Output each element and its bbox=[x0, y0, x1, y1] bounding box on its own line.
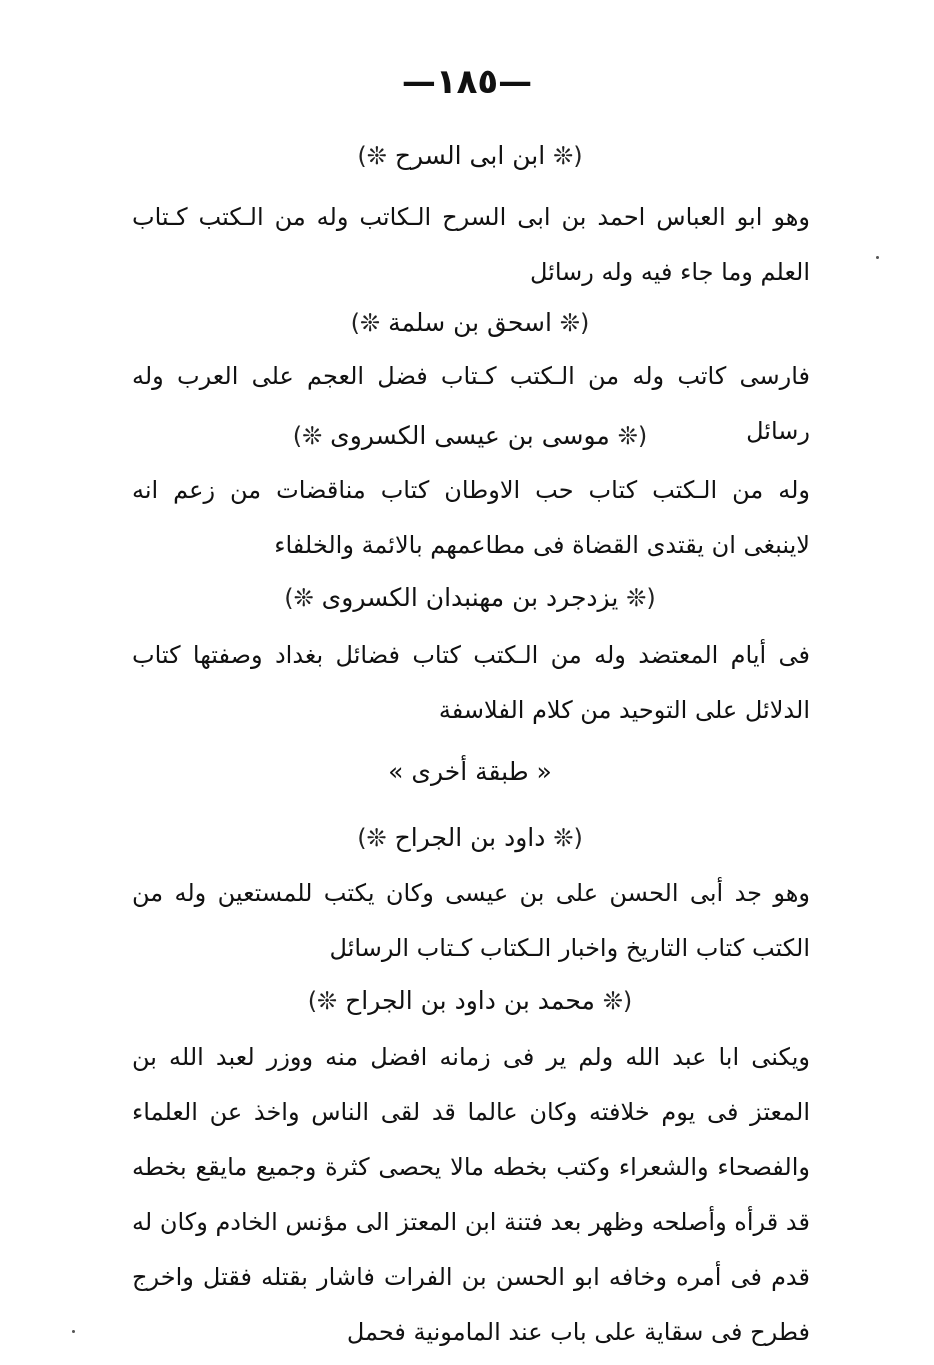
ornament-icon: ❊) bbox=[284, 584, 314, 612]
ornament-icon: ❊) bbox=[307, 987, 338, 1015]
section-heading bbox=[130, 818, 810, 862]
heading-text: يزدجرد بن مهنبدان الكسروى bbox=[321, 583, 619, 612]
ornament-icon: ❊) bbox=[357, 142, 387, 170]
ornament-icon: (❊ bbox=[617, 422, 648, 450]
section-body: وهو جد أبى الحسن على بن عيسى وكان يكتب للمستعين وله من الكتب كتاب التاريخ واخبار الـكتاب كـتاب الرسائل bbox=[132, 879, 810, 962]
scan-speck bbox=[876, 256, 879, 259]
section-heading bbox=[130, 578, 810, 622]
section-heading bbox=[130, 136, 810, 180]
section-heading bbox=[130, 981, 810, 1025]
section-heading bbox=[130, 416, 810, 460]
heading-text: اسحق بن سلمة bbox=[388, 308, 552, 337]
ornament-icon: (❊ bbox=[553, 824, 583, 852]
heading-text: محمد بن داود بن الجراح bbox=[345, 986, 595, 1015]
section-body: وله من الـكتب كتاب حب الاوطان كتاب مناقضات من زعم انه لاينبغى ان يقتدى القضاة فى مطاعمهم بالائمة والخلفاء bbox=[132, 476, 810, 559]
section-body: فى أيام المعتضد وله من الـكتب كتاب فضائل بغداد وصفتها كتاب الدلائل على التوحيد من كلام الفلاسفة bbox=[132, 641, 810, 724]
scan-speck bbox=[72, 1330, 75, 1333]
ornament-icon: ❊) bbox=[292, 422, 323, 450]
ornament-icon: (❊ bbox=[559, 309, 590, 337]
ornament-icon: ❊) bbox=[350, 309, 381, 337]
section-body: فارسى كاتب وله من الـكتب كـتاب فضل العجم على العرب وله رسائل bbox=[132, 362, 810, 445]
heading-text: موسى بن عيسى الكسروى bbox=[330, 421, 610, 450]
heading-text: داود بن الجراح bbox=[394, 823, 546, 852]
section-body: وهو ابو العباس احمد بن ابى السرح الـكاتب وله من الـكتب كـتاب العلم وما جاء فيه وله رسائل bbox=[132, 203, 810, 286]
ornament-icon: ❊) bbox=[357, 824, 387, 852]
ornament-icon: (❊ bbox=[602, 987, 633, 1015]
section-divider: « طبقة أخرى » bbox=[388, 757, 552, 786]
page-number: —١٨٥— bbox=[401, 62, 533, 102]
ornament-icon: (❊ bbox=[553, 142, 583, 170]
section-heading bbox=[130, 303, 810, 347]
section-body: ويكنى ابا عبد الله ولم ير فى زمانه افضل منه ووزر لعبد الله بن المعتز فى يوم خلافته وكان عالما قد لقى الناس واخذ عن العلماء والفصحاء والشعراء وكتب بخطه مالا يحصى كثرة وجميع مايقع بخطه قد قرأه وأصلحه وظهر بعد فتنة ابن المعتز الى مؤنس الخادم وكان له قدم فى أمره وخافه ابو الحسن بن الفرات فاشار بقتله فقتل واخرج فطرح فى سقاية على باب عند المامونية فحمل bbox=[132, 1043, 810, 1346]
ornament-icon: (❊ bbox=[626, 584, 656, 612]
heading-text: ابن ابى السرح bbox=[394, 141, 546, 170]
